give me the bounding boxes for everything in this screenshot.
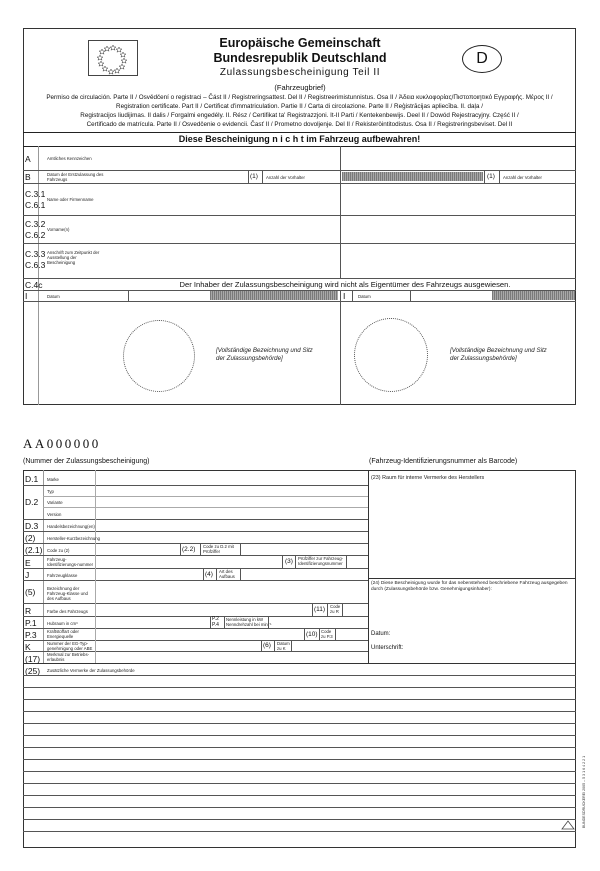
eu-flag <box>88 40 138 76</box>
code-2: (2) <box>25 533 36 543</box>
code-5: (5) <box>25 587 36 597</box>
label-cert-number: (Nummer der Zulassungsbescheinigung) <box>23 458 150 465</box>
label-variante: Variante <box>47 500 63 505</box>
code-21: (2.1) <box>25 545 43 555</box>
code-p3: P.3 <box>25 630 37 640</box>
code-i-left: I <box>25 291 28 301</box>
num-3: (3) <box>285 558 293 565</box>
label-22: Code zu D.2 mit Prüfziffer <box>203 544 234 554</box>
code-k: K <box>25 642 31 652</box>
code-e: E <box>25 558 31 568</box>
label-fzkl: Fahrzeugklasse <box>47 573 78 578</box>
b-right-hatch <box>342 172 483 181</box>
field-datum: Datum: <box>371 631 391 637</box>
label-fin: Fahrzeug-Identifizierungs-nummer <box>47 557 94 567</box>
b-right-num-label: Anzahl der Vorhalter <box>503 175 542 180</box>
title-line2: Bundesrepublik Deutschland <box>213 51 387 65</box>
label-kraftstoff: Kraftstoffart oder Energiequelle <box>47 629 79 639</box>
i-right-label: Datum <box>358 294 371 299</box>
field-24: (24) Diese Bescheinigung wurde für das nebenstehend beschriebene Fahrzeug ausgegeben durch (Zulassungsbehörde bzw. Genehmigungsinhaber): <box>371 581 568 592</box>
code-b: B <box>25 172 31 182</box>
country-code-oval <box>462 45 502 73</box>
code-d2: D.2 <box>25 497 39 507</box>
label-aufbau: Bezeichnung der Fahrzeug-Klasse und des Aufbaus <box>47 586 88 601</box>
multilingual-line3: Registracijos liudijimas. II dalis / Forgalmi engedély. II. Rész / Certifikat ta' Registrazzjoni. It-II Parti / Kentekenbewijs. Deel II / Dowód Rejestracyjny. Część II / <box>80 112 519 119</box>
label-10: Code zu P.3 <box>321 629 333 639</box>
label-version: Version <box>47 512 62 517</box>
code-c33: C.3.3 C.6.3 <box>25 249 46 270</box>
code-p2: P.2 P.4 <box>212 616 219 628</box>
b-left-num: (1) <box>250 173 258 180</box>
b-right-num: (1) <box>487 173 495 180</box>
warning-text: Diese Bescheinigung n i c h t im Fahrzeug aufbewahren! <box>178 134 421 144</box>
field-23: (23) Raum für interne Vermerke des Herstellers <box>371 475 485 481</box>
label-egtyp: Nummer der EG-Typ-genehmigung oder ABE <box>47 641 93 651</box>
label-6: Datum zu K <box>277 641 290 651</box>
label-c32: Vorname(n) <box>47 227 70 232</box>
label-vin: (Fahrzeug-Identifizierungsnummer als Barcode) <box>369 458 518 465</box>
serial-number: AA000000 <box>23 436 101 451</box>
label-a: Amtliches Kennzeichen <box>47 156 92 161</box>
label-b: Datum der Erstzulassung des Fahrzeugs <box>47 172 104 182</box>
label-hubraum: Hubraum in cm³ <box>47 621 78 626</box>
c4c-text: Der Inhaber der Zulassungsbescheinigung wird nicht als Eigentümer des Fahrzeugs ausgewiesen. <box>179 280 511 289</box>
printer-mark-icon <box>561 820 575 830</box>
code-p1: P.1 <box>25 618 37 628</box>
lower-frame <box>23 470 576 848</box>
field-unterschrift: Unterschrift: <box>371 645 404 651</box>
multilingual-line2: Registration certificate. Part II / Certificat d'immatriculation. Partie II / Carta di circolazione. Parte II / Reģistrācijas apliecība. II. daļa / <box>116 103 483 110</box>
label-4: Art des Aufbaus <box>219 569 235 579</box>
label-p2: Nennleistung in kW Nenndrehzahl bei min⁻¹ <box>226 617 272 627</box>
num-6: (6) <box>263 642 271 649</box>
code-c32: C.3.2 C.6.2 <box>25 219 46 240</box>
code-17: (17) <box>25 654 41 664</box>
code-a: A <box>25 154 31 164</box>
eu-stars-icon <box>89 41 137 75</box>
country-code: D <box>476 50 488 67</box>
code-d3: D.3 <box>25 521 39 531</box>
title-line1: Europäische Gemeinschaft <box>219 36 381 50</box>
code-r: R <box>25 606 32 616</box>
multilingual-line4: Certificado de matrícula. Parte II / Osvedčenie o evidencii. Časť II / Prometno dovoljenje. Del II / Rekisteröintitodistus. Osa II / Registreringsbeviset. Del II <box>86 121 513 128</box>
code-d1: D.1 <box>25 474 39 484</box>
authority-left: [Vollständige Bezeichnung und Sitz der Zulassungsbehörde] <box>216 347 313 362</box>
code-j: J <box>25 570 30 580</box>
num-11: (11) <box>314 606 326 613</box>
b-left-num-label: Anzahl der Vorhalter <box>266 175 305 180</box>
label-vermerke: Zusätzliche Vermerke der Zulassungsbehörde <box>47 668 135 673</box>
code-25: (25) <box>25 666 41 676</box>
printer-imprint: BUNDESDRUCKEREI 2005 – 5 3 1 6 4 2 2 1 <box>582 755 586 828</box>
label-11: Code zu R <box>330 604 341 614</box>
i-right-hatch <box>492 291 575 300</box>
seal-circle-left <box>123 320 195 392</box>
num-4: (4) <box>205 571 213 578</box>
num-10: (10) <box>306 631 318 638</box>
label-c31: Name oder Firmenname <box>47 197 94 202</box>
label-farbe: Farbe des Fahrzeugs <box>47 609 88 614</box>
code-i-right: I <box>343 291 346 301</box>
num-22: (2.2) <box>182 546 196 553</box>
label-marke: Marke <box>47 477 59 482</box>
authority-right: [Vollständige Bezeichnung und Sitz der Zulassungsbehörde] <box>450 347 547 362</box>
label-betriebserl: Merkmal zur Betriebs-erlaubnis <box>47 652 90 662</box>
i-left-hatch <box>210 291 338 300</box>
label-typ: Typ <box>47 489 54 494</box>
code-c4c: C.4c <box>25 280 43 290</box>
code-c31: C.3.1 C.6.1 <box>25 189 46 210</box>
label-hersteller: Hersteller-Kurzbezeichnung <box>47 536 101 541</box>
label-3: Prüfziffer zur Fahrzeug-Identifizierungsnummer <box>298 556 344 566</box>
i-left-label: Datum <box>47 294 60 299</box>
subtitle: Zulassungsbescheinigung Teil II <box>219 67 381 78</box>
multilingual-line1: Permiso de circulación. Parte II / Osvědčení o registraci – Část II / Registreringsattest. Del II / Registreerimistunnistus. Osa II / Άδεια κυκλοφορίας/Πιστοποιητικό Εγγραφής. Μέρος II / <box>46 94 553 101</box>
label-code2: Code zu (2) <box>47 548 70 553</box>
label-handelsbez: Handelsbezeichnung(en) <box>47 524 95 529</box>
label-c33: Anschrift zum Zeitpunkt der Ausstellung der Bescheinigung <box>47 250 100 265</box>
subtitle2: (Fahrzeugbrief) <box>274 83 326 92</box>
seal-circle-right <box>354 318 428 392</box>
